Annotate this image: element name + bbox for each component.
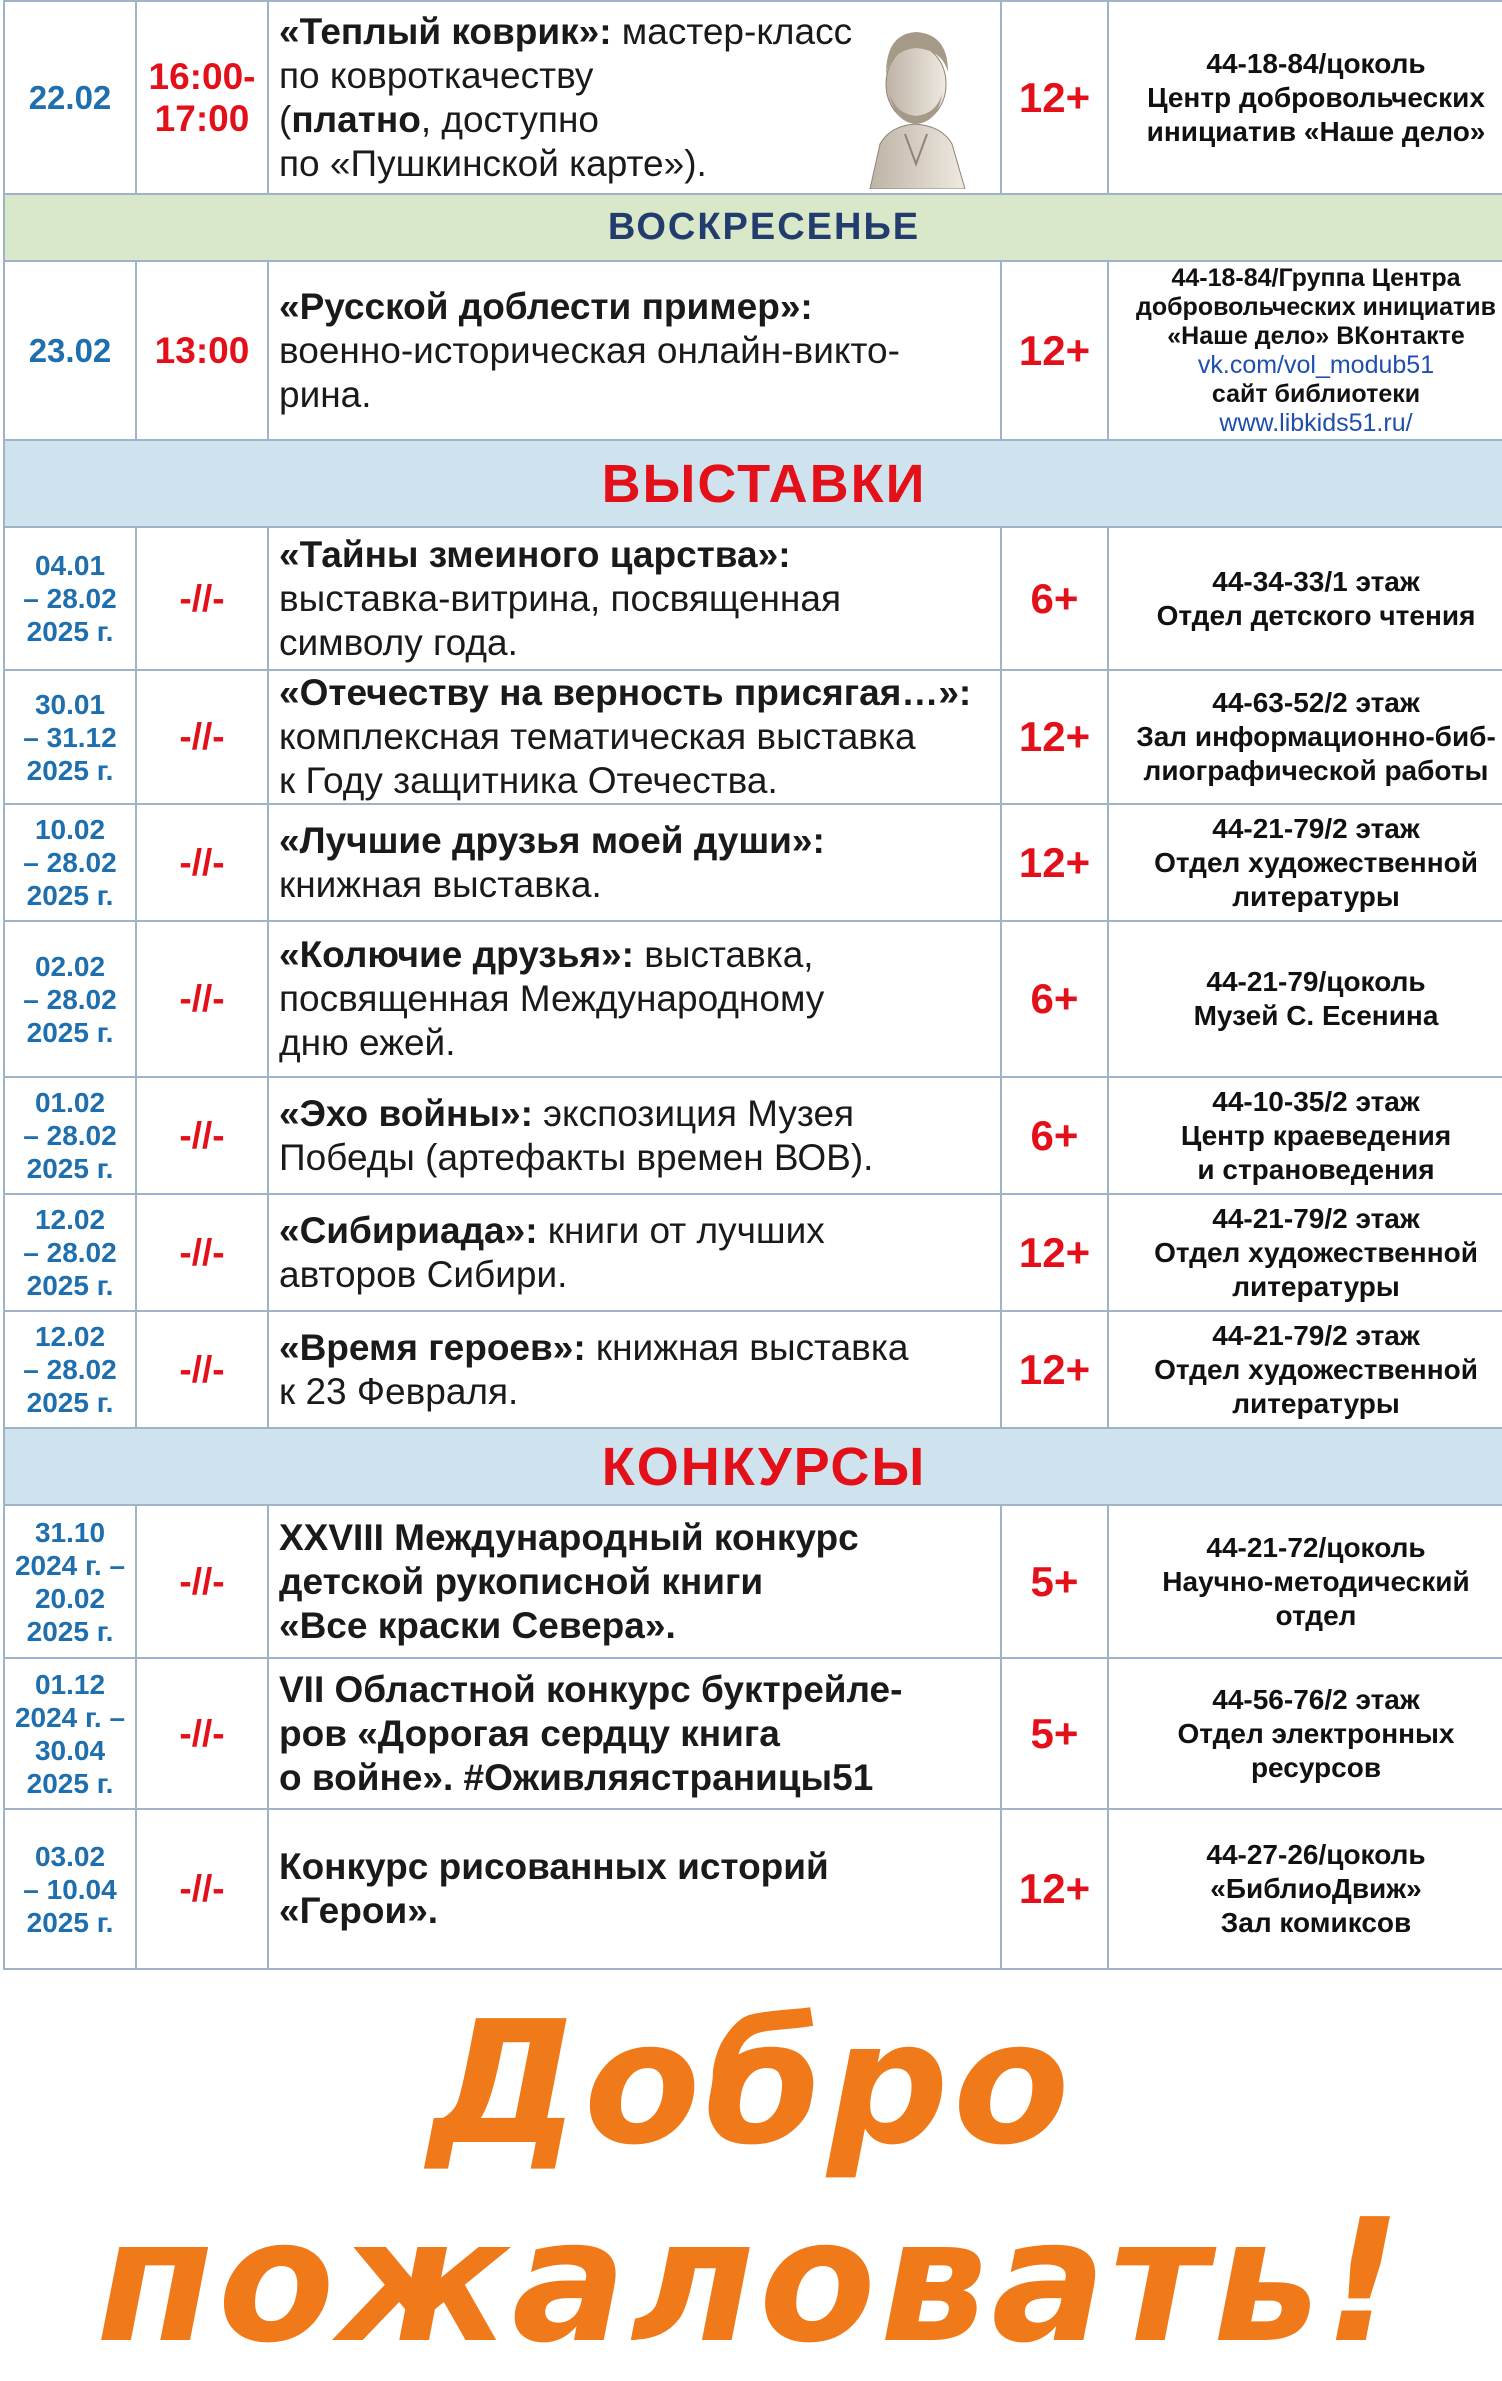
table-row	[4, 804, 1502, 921]
event-time: -//-	[136, 1194, 268, 1311]
event-description: «Сибириада»: книги от лучших авторов Сибири.	[268, 1194, 1001, 1311]
age-rating: 5+	[1001, 1505, 1108, 1658]
section-header	[4, 1428, 1502, 1505]
event-time: -//-	[136, 670, 268, 804]
event-time: -//-	[136, 1658, 268, 1809]
contact-info: 44-18-84/цоколь Центр добровольческих инициатив «Наше дело»	[1108, 1, 1502, 194]
age-rating: 12+	[1001, 1, 1108, 194]
contact-info: 44-21-79/2 этаж Отдел художественной литературы	[1108, 804, 1502, 921]
event-date: 12.02 – 28.02 2025 г.	[4, 1194, 136, 1311]
table-row	[4, 1077, 1502, 1194]
day-header-label: ВОСКРЕСЕНЬЕ	[4, 194, 1502, 261]
contact-info: 44-63-52/2 этаж Зал информационно-биб- лиографической работы	[1108, 670, 1502, 804]
table-row	[4, 527, 1502, 670]
table-row	[4, 1658, 1502, 1809]
age-rating: 12+	[1001, 261, 1108, 440]
contact-info: 44-10-35/2 этаж Центр краеведения и страноведения	[1108, 1077, 1502, 1194]
contact-info: 44-27-26/цоколь «БиблиоДвиж» Зал комиксов	[1108, 1809, 1502, 1969]
event-date: 31.10 2024 г. – 20.02 2025 г.	[4, 1505, 136, 1658]
event-time: 13:00	[136, 261, 268, 440]
contact-info: 44-21-79/2 этаж Отдел художественной литературы	[1108, 1311, 1502, 1428]
event-description: «Теплый коврик»: мастер-класс по ковроткачеству (платно, доступно по «Пушкинской карте»).	[268, 1, 1001, 194]
event-date: 22.02	[4, 1, 136, 194]
table-row	[4, 921, 1502, 1077]
vk-link[interactable]: vk.com/vol_modub51	[1197, 350, 1435, 379]
section-header-label: КОНКУРСЫ	[4, 1428, 1502, 1505]
event-title: «Теплый коврик»:	[279, 10, 612, 52]
event-date: 10.02 – 28.02 2025 г.	[4, 804, 136, 921]
event-description: «Колючие друзья»: выставка, посвященная Международному дню ежей.	[268, 921, 1001, 1077]
age-rating: 12+	[1001, 1809, 1108, 1969]
event-time: -//-	[136, 527, 268, 670]
contact-info: 44-56-76/2 этаж Отдел электронных ресурсов	[1108, 1658, 1502, 1809]
age-rating: 6+	[1001, 921, 1108, 1077]
event-time: -//-	[136, 1505, 268, 1658]
event-date: 23.02	[4, 261, 136, 440]
event-date: 12.02 – 28.02 2025 г.	[4, 1311, 136, 1428]
event-time: -//-	[136, 1809, 268, 1969]
event-time: -//-	[136, 921, 268, 1077]
event-description: XXVIII Международный конкурс детской рукописной книги «Все краски Севера».	[268, 1505, 1001, 1658]
table-row	[4, 1311, 1502, 1428]
age-rating: 12+	[1001, 804, 1108, 921]
day-header	[4, 194, 1502, 261]
event-date: 30.01 – 31.12 2025 г.	[4, 670, 136, 804]
pushkin-bust-illustration	[850, 14, 980, 189]
event-date: 04.01 – 28.02 2025 г.	[4, 527, 136, 670]
age-rating: 5+	[1001, 1658, 1108, 1809]
section-header-label: ВЫСТАВКИ	[4, 440, 1502, 527]
table-row	[4, 1505, 1502, 1658]
section-header	[4, 440, 1502, 527]
age-rating: 6+	[1001, 527, 1108, 670]
event-time: -//-	[136, 804, 268, 921]
event-description: «Отечеству на верность присягая…»: комплексная тематическая выставка к Году защитника Отечества.	[268, 670, 1001, 804]
contact-info: 44-18-84/Группа Центра добровольческих инициатив «Наше дело» ВКонтакте vk.com/vol_modub51 сайт библиотеки www.libkids51.ru/	[1108, 261, 1502, 440]
event-date: 02.02 – 28.02 2025 г.	[4, 921, 136, 1077]
contact-info: 44-21-79/цоколь Музей С. Есенина	[1108, 921, 1502, 1077]
event-description: VII Областной конкурс буктрейле- ров «Дорогая сердцу книга о войне». #Оживляястраницы51	[268, 1658, 1001, 1809]
event-time: -//-	[136, 1311, 268, 1428]
contact-info: 44-21-79/2 этаж Отдел художественной литературы	[1108, 1194, 1502, 1311]
event-description: «Лучшие друзья моей души»: книжная выставка.	[268, 804, 1001, 921]
event-description: «Тайны змеиного царства»: выставка-витрина, посвященная символу года.	[268, 527, 1001, 670]
event-time: -//-	[136, 1077, 268, 1194]
event-description: «Время героев»: книжная выставка к 23 Февраля.	[268, 1311, 1001, 1428]
event-date: 01.02 – 28.02 2025 г.	[4, 1077, 136, 1194]
table-row	[4, 261, 1502, 440]
event-time: 16:00- 17:00	[136, 1, 268, 194]
events-table	[3, 0, 1502, 1970]
event-description: «Эхо войны»: экспозиция Музея Победы (артефакты времен ВОВ).	[268, 1077, 1001, 1194]
table-row	[4, 1809, 1502, 1969]
event-date: 03.02 – 10.04 2025 г.	[4, 1809, 136, 1969]
event-title: «Русской доблести пример»:	[279, 285, 813, 327]
age-rating: 12+	[1001, 670, 1108, 804]
table-row	[4, 670, 1502, 804]
contact-info: 44-34-33/1 этаж Отдел детского чтения	[1108, 527, 1502, 670]
age-rating: 6+	[1001, 1077, 1108, 1194]
site-link[interactable]: www.libkids51.ru/	[1219, 408, 1413, 437]
table-row	[4, 1194, 1502, 1311]
event-description: «Русской доблести пример»: военно-историческая онлайн-викто- рина.	[268, 261, 1001, 440]
age-rating: 12+	[1001, 1311, 1108, 1428]
event-date: 01.12 2024 г. – 30.04 2025 г.	[4, 1658, 136, 1809]
table-row	[4, 1, 1502, 194]
welcome-banner: Добро пожаловать!	[96, 1985, 1406, 2381]
contact-info: 44-21-72/цоколь Научно-методический отдел	[1108, 1505, 1502, 1658]
age-rating: 12+	[1001, 1194, 1108, 1311]
event-description: Конкурс рисованных историй «Герои».	[268, 1809, 1001, 1969]
